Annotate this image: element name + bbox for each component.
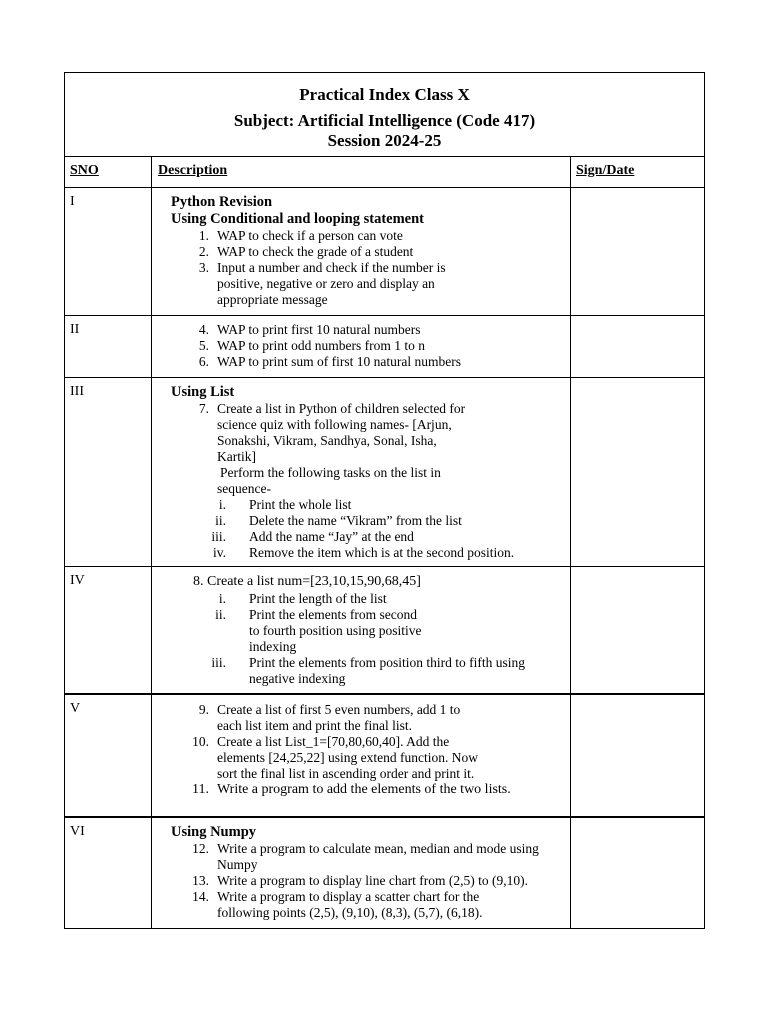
item-number: 4. [198, 322, 209, 337]
row-sno: III [65, 378, 152, 566]
list-item [171, 401, 570, 465]
sub-item [171, 497, 570, 513]
sub-item-number: i. [218, 591, 226, 606]
item-number: 14. [192, 889, 209, 904]
item-text: Create a list of first 5 even numbers, add 1 to each list item and print the final list. [217, 702, 461, 733]
sub-item-number: ii. [215, 607, 226, 622]
list-item [171, 354, 570, 370]
row-description [152, 188, 571, 315]
sub-item-text: Delete the name “Vikram” from the list [249, 513, 462, 528]
column-header-description: Description [152, 157, 571, 187]
item-text: WAP to check the grade of a student [217, 244, 414, 259]
item-text: Input a number and check if the number is positive, negative or zero and display an appropriate message [217, 260, 446, 307]
sub-item [171, 545, 570, 561]
sub-item-number: i. [218, 497, 226, 512]
item-number: 9. [198, 702, 209, 717]
list-item [171, 338, 570, 354]
sub-item-text: Remove the item which is at the second position. [249, 545, 515, 560]
sub-item [171, 529, 570, 545]
sub-item-text: Add the name “Jay” at the end [249, 529, 414, 544]
item-number: 2. [198, 244, 209, 259]
list-item [171, 782, 570, 798]
list-item [171, 734, 570, 782]
list-item [171, 702, 570, 734]
document-header [65, 73, 704, 157]
subject-line: Subject: Artificial Intelligence (Code 417) [233, 111, 536, 130]
sign-date-cell [571, 188, 704, 315]
item-text: WAP to print first 10 natural numbers [217, 322, 421, 337]
session-line: Session 2024-25 [327, 131, 442, 150]
row-sno: V [65, 695, 152, 816]
item-number: 13. [192, 873, 209, 888]
table-row [65, 188, 704, 316]
item-text: Create a list List_1=[70,80,60,40]. Add the elements [24,25,22] using extend function. Now sort the final list in ascending order and print it. [217, 734, 478, 781]
item-text: WAP to check if a person can vote [217, 228, 403, 243]
item-number: 6. [198, 354, 209, 369]
list-item [171, 244, 570, 260]
sub-item [171, 591, 570, 607]
sub-item [171, 513, 570, 529]
table-row [65, 818, 704, 928]
sub-item [171, 655, 570, 687]
item-text: WAP to print sum of first 10 natural numbers [217, 354, 461, 369]
column-header-sno: SNO [65, 157, 152, 187]
section-heading: Python Revision [171, 194, 273, 210]
practical-index-table [64, 72, 705, 929]
item-text: Create a list in Python of children selected for science quiz with following names- [Arjun, Sonakshi, Vikram, Sandhya, Sonal, Isha, Kartik] [217, 401, 466, 464]
column-header-sign-date: Sign/Date [576, 163, 635, 178]
item-number: 10. [192, 734, 209, 749]
list-item [171, 873, 570, 889]
item-number: 7. [198, 401, 209, 416]
row-description [152, 378, 571, 566]
sub-item [171, 607, 570, 655]
list-item [171, 841, 570, 873]
list-item: 8. Create a list num=[23,10,15,90,68,45] [193, 574, 421, 589]
sub-item-number: ii. [215, 513, 226, 528]
list-item [171, 322, 570, 338]
list-item [171, 260, 570, 308]
row-description [152, 316, 571, 377]
list-item [171, 889, 570, 921]
row-sno: IV [65, 567, 152, 693]
list-item [171, 228, 570, 244]
item-number: 11. [192, 782, 209, 797]
item-text: WAP to print odd numbers from 1 to n [217, 338, 425, 353]
section-heading: Using Numpy [171, 824, 257, 840]
table-row [65, 378, 704, 567]
sub-item-text: Print the length of the list [249, 591, 387, 606]
row-sno: II [65, 316, 152, 377]
sub-item-number: iv. [213, 545, 226, 560]
row-description [152, 695, 571, 816]
row-sno: I [65, 188, 152, 315]
item-number: 12. [192, 841, 209, 856]
row-description [152, 818, 571, 928]
section-heading: Using List [171, 384, 235, 400]
document-title: Practical Index Class X [299, 85, 470, 104]
row-description [152, 567, 571, 693]
section-subheading: Using Conditional and looping statement [171, 211, 424, 227]
item-text: Write a program to add the elements of the two lists. [217, 782, 511, 797]
sub-item-number: iii. [211, 529, 226, 544]
sign-date-cell [571, 316, 704, 377]
sub-item-text: Print the whole list [249, 497, 352, 512]
table-row [65, 695, 704, 818]
item-text: Write a program to display a scatter chart for the following points (2,5), (9,10), (8,3), (5,7), (6,18). [217, 889, 483, 920]
sign-date-cell [571, 378, 704, 566]
sub-item-text: Print the elements from second to fourth position using positive indexing [249, 607, 422, 654]
row-sno: VI [65, 818, 152, 928]
item-text: Write a program to calculate mean, median and mode using Numpy [217, 841, 539, 872]
sign-date-cell [571, 818, 704, 928]
item-text: Write a program to display line chart from (2,5) to (9,10). [217, 873, 528, 888]
item-number: 1. [198, 228, 209, 243]
item-number: 3. [198, 260, 209, 275]
task-instructions: Perform the following tasks on the list in sequence- [217, 465, 441, 496]
sub-item-number: iii. [211, 655, 226, 670]
table-header-row [65, 157, 704, 188]
sign-date-cell [571, 567, 704, 693]
sign-date-cell [571, 695, 704, 816]
item-number: 5. [198, 338, 209, 353]
table-row [65, 567, 704, 695]
table-row [65, 316, 704, 378]
sub-item-text: Print the elements from position third to fifth using negative indexing [249, 655, 525, 686]
